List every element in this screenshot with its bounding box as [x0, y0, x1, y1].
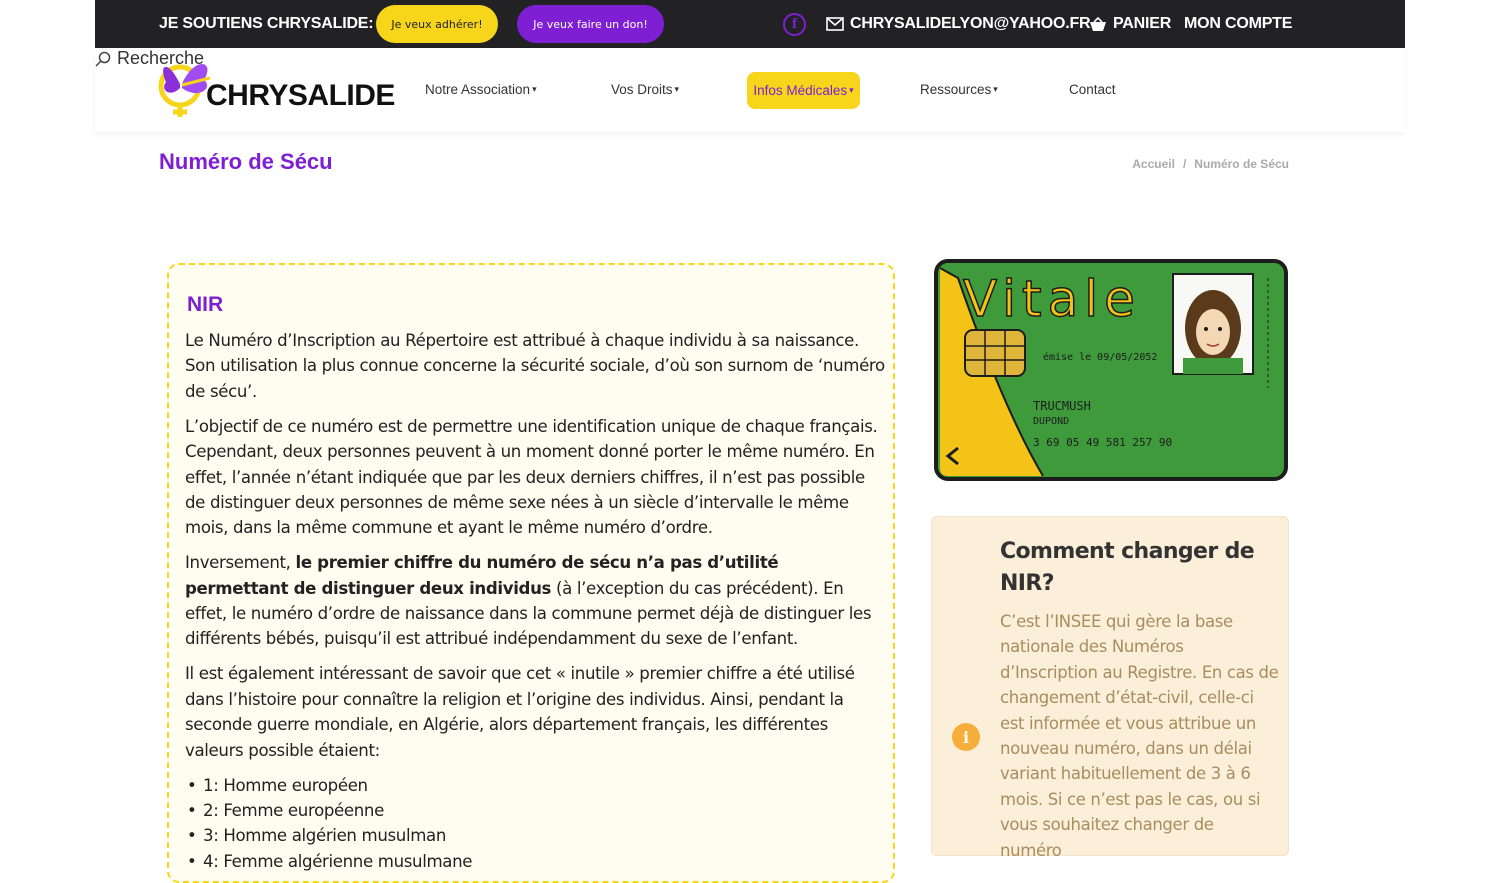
page-title: Numéro de Sécu: [159, 149, 333, 174]
envelope-icon: [826, 17, 844, 31]
card-last-name: DUPOND: [1033, 416, 1070, 427]
paragraph-1: Le Numéro d’Inscription au Répertoire est attribué à chaque individu à sa naissance. Son utilisation la plus connue concerne la sécurité sociale, d’où son surnom de ‘numéro de sécu’.: [185, 331, 885, 401]
info-title: Comment changer de NIR?: [1000, 539, 1255, 596]
card-first-name: TRUCMUSH: [1033, 399, 1091, 413]
logo[interactable]: [158, 54, 395, 118]
main-header: [95, 48, 1405, 132]
paragraph-3-end: (à l’exception du cas précédent). En effet, le numéro d’ordre de naissance dans la commune permet déjà de distinguer les différents bébés, puisqu’il est attribué indépendamment du sexe de l’enfant.: [185, 578, 872, 649]
nir-text: [185, 328, 885, 874]
nav-notre-association[interactable]: [425, 82, 537, 97]
mon-compte-link[interactable]: MON COMPTE: [1184, 15, 1293, 32]
paragraph-4: Il est également intéressant de savoir que cet « inutile » premier chiffre a été utilisé dans l’histoire pour connaître la religion et l’origine des individus. Ainsi, pendant la seconde guerre mondiale, en Algérie, alors département français, les différentes valeurs possible étaient:: [185, 664, 855, 760]
info-text: C’est l’INSEE qui gère la base nationale des Numéros d’Inscription au Registre. En cas de changement d’état-civil, celle-ci est informée et vous attribue un nouveau numéro, dans un délai variant habituellement de 3 à 6 mois. Si ce n’est pas le cas, ou si vous souhaitez changer de numéro: [1000, 612, 1279, 860]
don-button[interactable]: Je veux faire un don!: [517, 5, 664, 43]
basket-icon: [1089, 17, 1107, 32]
logo-text: CHRYSALIDE: [206, 79, 395, 112]
adherer-button[interactable]: Je veux adhérer!: [376, 5, 498, 43]
list-item: • 1: Homme européen: [185, 773, 885, 798]
nav-ressources[interactable]: [920, 82, 998, 97]
panier-link[interactable]: [1089, 15, 1171, 33]
card-number: 3 69 05 49 581 257 90: [1033, 436, 1173, 449]
list-item: • 2: Femme européenne: [185, 798, 885, 823]
nav-vos-droits[interactable]: [611, 82, 679, 97]
nir-content-box: [167, 263, 895, 883]
email-link[interactable]: [826, 15, 1090, 33]
card-title: Vitale: [963, 270, 1141, 328]
list-item: • 4: Femme algérienne musulmane: [185, 849, 885, 874]
nav-label: Infos Médicales: [753, 83, 848, 98]
facebook-icon[interactable]: f: [783, 13, 806, 36]
breadcrumb-current: Numéro de Sécu: [1194, 157, 1289, 171]
breadcrumb-home[interactable]: Accueil: [1132, 157, 1175, 171]
email-text: CHRYSALIDELYON@YAHOO.FR: [850, 15, 1091, 32]
nav-label: Ressources: [920, 82, 992, 97]
paragraph-2: L’objectif de ce numéro est de permettre une identification unique de chaque français. Cependant, deux personnes peuvent à un moment donné porter le même numéro. En effet, l’année n’étant indiquée que par les deux derniers chiffres, il n’est pas possible de distinguer deux personnes de même sexe nées à un siècle d’intervalle le même mois, dans la même commune et ayant le même numéro d’ordre.: [185, 416, 878, 538]
search-icon: [95, 51, 111, 67]
breadcrumb: [1132, 157, 1289, 171]
value-list: [185, 773, 885, 875]
list-item: • 3: Homme algérien musulman: [185, 823, 885, 848]
search-label: Recherche: [117, 48, 205, 68]
nav-infos-medicales[interactable]: [747, 72, 860, 109]
paragraph-3-start: Inversement,: [185, 553, 296, 573]
chevron-down-icon: ▾: [674, 84, 680, 94]
support-label: JE SOUTIENS CHRYSALIDE:: [159, 15, 374, 32]
nir-change-info-box: [931, 516, 1289, 860]
chevron-down-icon: ▾: [993, 84, 998, 94]
paragraph-3-bold: le premier chiffre du numéro de sécu n’a pas d’utilité permettant de distinguer deux individus: [185, 553, 779, 598]
chevron-down-icon: ▾: [849, 85, 854, 95]
nav-label: Contact: [1069, 82, 1116, 97]
info-icon: i: [952, 723, 980, 751]
nav-contact[interactable]: [1069, 82, 1116, 97]
top-bar: [95, 0, 1405, 48]
nav-label: Notre Association: [425, 82, 531, 97]
vitale-card-illustration: [933, 258, 1289, 482]
nir-heading: NIR: [187, 293, 224, 316]
panier-text: PANIER: [1113, 15, 1172, 32]
chevron-down-icon: ▾: [532, 84, 537, 94]
breadcrumb-separator: /: [1182, 157, 1187, 171]
paragraph-3: [185, 550, 885, 652]
card-issued: émise le 09/05/2052: [1043, 352, 1158, 363]
nav-label: Vos Droits: [611, 82, 673, 97]
